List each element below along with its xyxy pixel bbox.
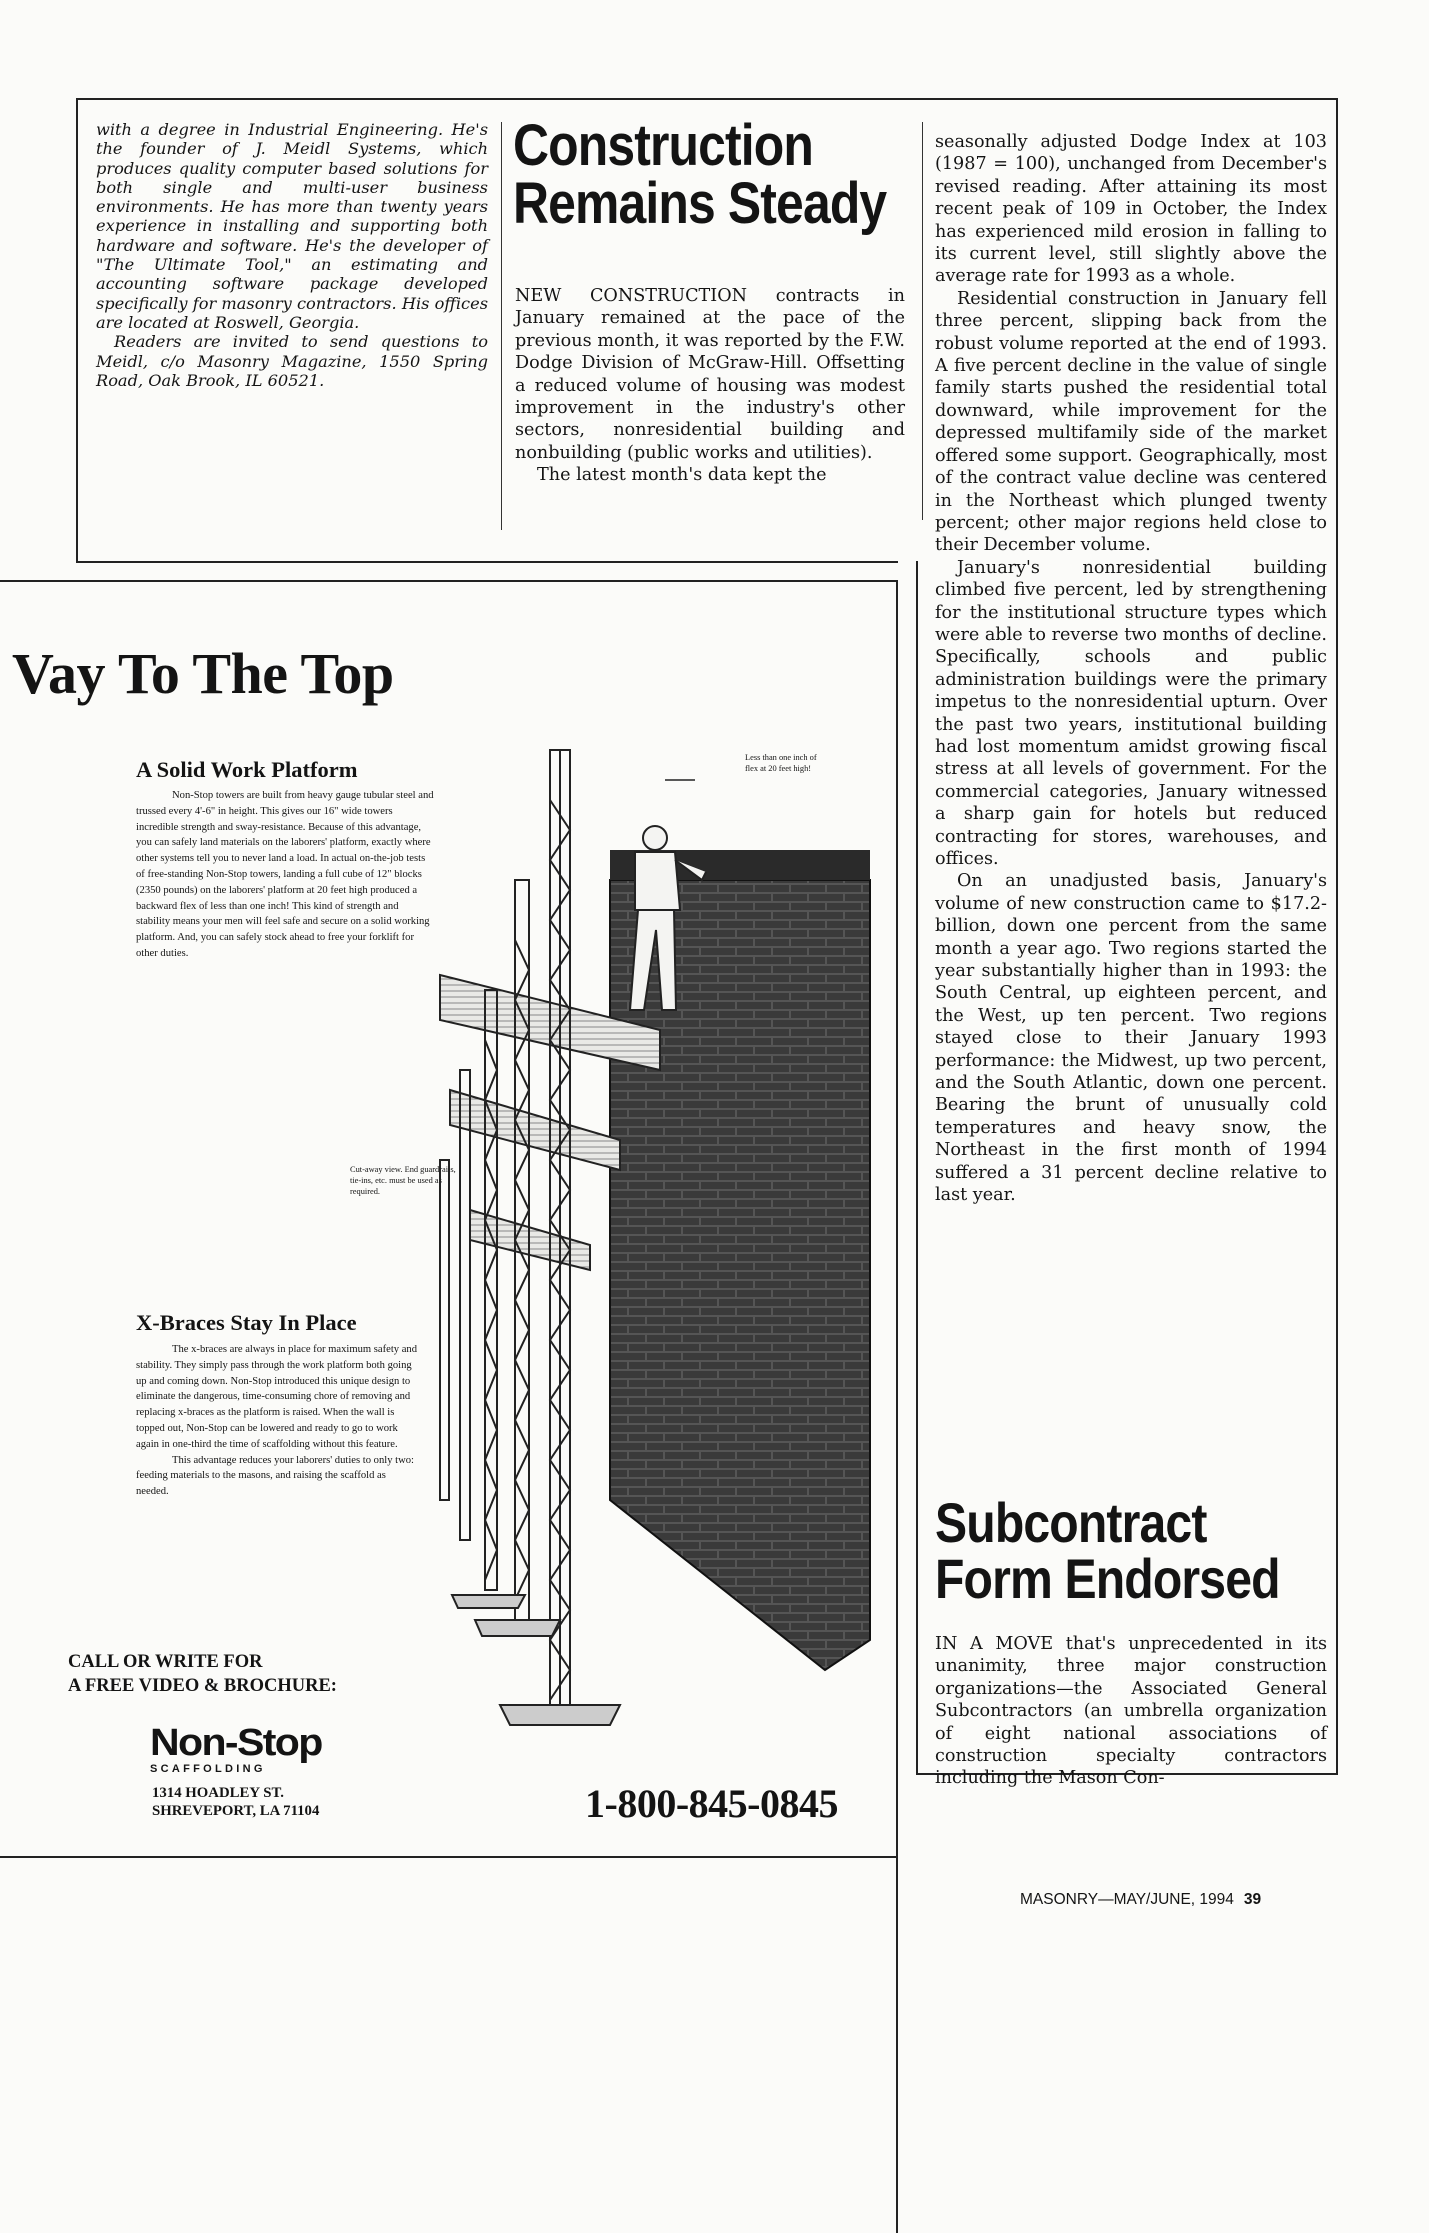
ad-section-text: Non-Stop towers are built from heavy gauge tubular steel and trussed every 4'-6" in height. This gives our 16" wide towers incredible strength and sway-resistance. Because of this advantage, you can safely land materials on the laborers' platform, exactly where other systems tell you to never land a load. In actual on-the-job tests of free-standing Non-Stop towers, landing a full cube of 12" blocks (2350 pounds) on the laborers' platform at 20 feet high produced a backward flex of less than one inch! This kind of strength and stability means your men will feel safe and secure on a solid working platform. And, you can safely stock ahead to free your forklift for other duties. bbox=[136, 790, 434, 959]
brand-logo-subtitle: SCAFFOLDING bbox=[150, 1763, 266, 1775]
column-rule-right bbox=[922, 122, 923, 520]
ad-section-title: A Solid Work Platform bbox=[136, 757, 358, 782]
ad-address: 1314 HOADLEY ST. SHREVEPORT, LA 71104 bbox=[152, 1785, 320, 1819]
article-paragraph: NEW CONSTRUCTION contracts in January remained at the pace of the previous month, it was reported by the F.W. Dodge Division of McGraw-Hill. Offsetting a reduced volume of housing was modest improvement in the industry's other sectors, nonresidential building and nonbuilding (public works and utilities). bbox=[515, 286, 905, 463]
article-column-2 bbox=[935, 131, 1327, 1207]
article2-headline: Subcontract Form Endorsed bbox=[935, 1491, 1280, 1610]
author-bio bbox=[96, 120, 488, 390]
article-paragraph: IN A MOVE that's unprecedented in its unanimity, three major construction organizations—the Associated General Subcontractors (an umbrella organization of eight national associations of construction specialty contractors including the Mason Con- bbox=[935, 1634, 1327, 1789]
ad-title: Vay To The Top bbox=[12, 641, 394, 706]
scaffold-bases bbox=[452, 1595, 620, 1725]
ad-phone-number: 1-800-845-0845 bbox=[585, 1781, 838, 1826]
page-footer bbox=[1020, 1891, 1261, 1909]
article-paragraph: The latest month's data kept the bbox=[537, 465, 827, 486]
article-frame-divider bbox=[76, 561, 898, 563]
bio-contact-paragraph: Readers are invited to send questions to Meidl, c/o Masonry Magazine, 1550 Spring Road, Oak Brook, IL 60521. bbox=[96, 332, 488, 390]
ad-call-to-action: CALL OR WRITE FOR A FREE VIDEO & BROCHURE: bbox=[68, 1652, 337, 1696]
article2-column bbox=[935, 1633, 1327, 1790]
article-paragraph: January's nonresidential building climbed five percent, led by strengthening for the institutional structure types which were able to reverse two months of decline. Specifically, schools and public administration buildings were the primary impetus to the nonresidential upturn. Over the past two years, institutional building had lost momentum amidst growing fiscal stress at all levels of government. For the commercial categories, January witnessed a sharp gain for hotels but reduced contracting for stores, warehouses, and offices. bbox=[935, 557, 1327, 869]
article-headline: Construction Remains Steady bbox=[513, 113, 887, 236]
ad-border bbox=[0, 580, 898, 582]
publication-name: MASONRY—MAY/JUNE, 1994 bbox=[1020, 1891, 1234, 1908]
article-column-1 bbox=[515, 285, 905, 487]
bio-paragraph: with a degree in Industrial Engineering. He's the founder of J. Meidl Systems, which produces quality computer based solutions for both single and multi-user business environments. He has more than twenty years experience in installing and supporting both hardware and software. He's the developer of "The Ultimate Tool," an estimating and accounting software package developed specifically for masonry contractors. His offices are located at Roswell, Georgia. bbox=[96, 120, 488, 332]
ad-section-text: The x-braces are always in place for maximum safety and stability. They simply pass through the work platform both going up and coming down. Non-Stop introduced this unique design to eliminate the dangerous, time-consuming chore of removing and replacing x-braces as the platform is raised. When the wall is topped out, Non-Stop can be lowered and ready to go to work again in one-third the time of scaffolding without this feature. This advantage reduces your laborers' duties to only two: feeding materials to the masons, and raising the scaffold as needed. bbox=[136, 1344, 418, 1498]
ad-border bbox=[0, 1856, 898, 1858]
ad-border bbox=[896, 580, 898, 2233]
brand-logo: Non-Stop bbox=[150, 1722, 322, 1764]
column-rule-left bbox=[501, 122, 502, 530]
article-paragraph: seasonally adjusted Dodge Index at 103 (1987 = 100), unchanged from December's revised reading. After attaining its most recent peak of 109 in October, the Index has experienced mild erosion in falling to its current level, still slightly above the average rate for 1993 as a whole. bbox=[935, 132, 1327, 287]
page-number: 39 bbox=[1243, 1891, 1262, 1908]
callout-cutaway: Cut-away view. End guardrails, tie-ins, etc. must be used as required. bbox=[350, 1165, 456, 1196]
article-paragraph: Residential construction in January fell three percent, slipping back from the robust volume reported at the end of 1993. A five percent decline in the value of single family starts pushed the residential total downward, while improvement for the depressed multifamily side of the market offered some support. Geographically, most of the contract value decline was centered in the Northeast which plunged twenty percent; other major regions held close to their December volume. bbox=[935, 288, 1327, 556]
callout-flex: Less than one inch of flex at 20 feet high! bbox=[745, 753, 817, 773]
brick-wall bbox=[610, 880, 870, 1670]
ad-section-title: X-Braces Stay In Place bbox=[136, 1310, 357, 1335]
scaffold-illustration bbox=[430, 740, 895, 1740]
article-paragraph: On an unadjusted basis, January's volume of new construction came to $17.2-billion, down one percent from the same month a year ago. Two regions started the year substantially higher than in 1993: the South Central, up eighteen percent, and the West, up ten percent. Two regions stayed close to their January 1993 performance: the Midwest, up two percent, and the South Atlantic, down one percent. Bearing the brunt of unusually cold temperatures and heavy snow, the Northeast in the first month of 1994 suffered a 31 percent decline relative to last year. bbox=[935, 871, 1327, 1206]
